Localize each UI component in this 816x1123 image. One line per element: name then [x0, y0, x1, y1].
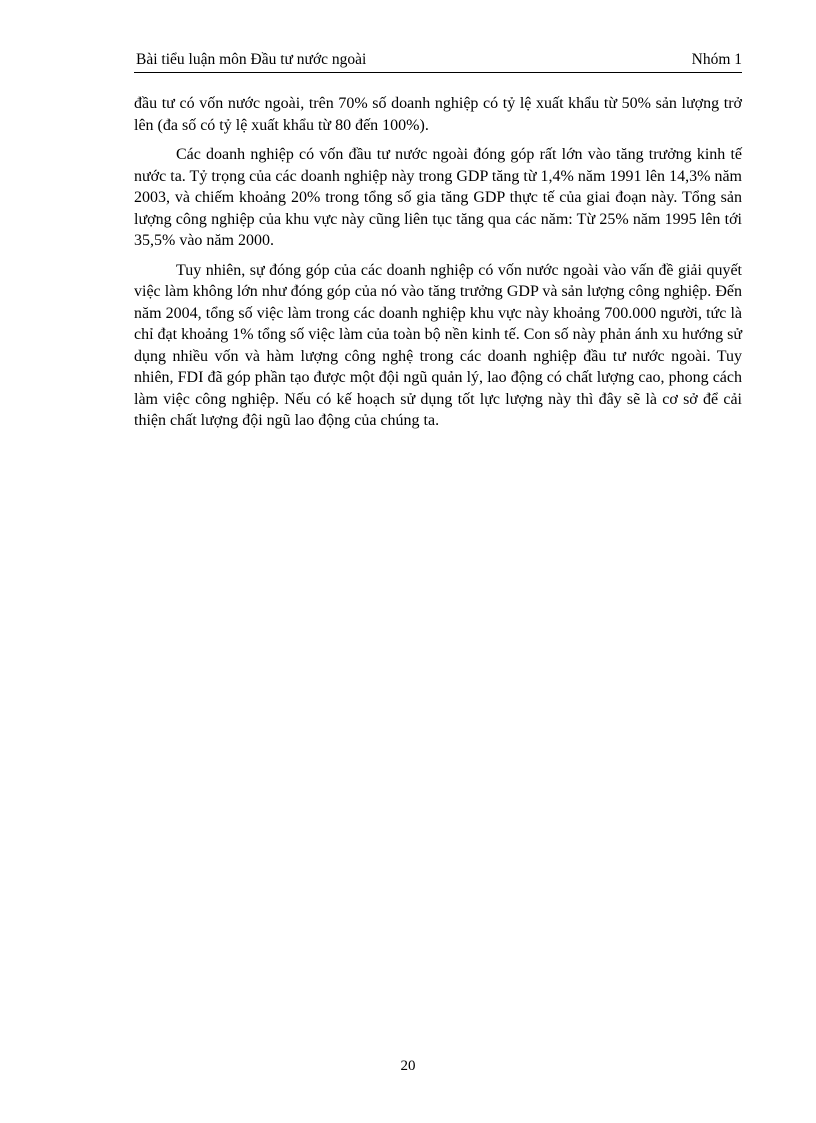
document-body — [134, 93, 742, 440]
page-header — [134, 50, 742, 73]
header-group: Nhóm 1 — [691, 51, 742, 68]
paragraph-employment: Tuy nhiên, sự đóng góp của các doanh nghiệp có vốn nước ngoài vào vấn đề giải quyết việc làm không lớn như đóng góp của nó vào tăng trưởng GDP và sản lượng công nghiệp. Đến năm 2004, tổng số việc làm trong các doanh nghiệp khu vực này khoảng 700.000 người, tức là chỉ đạt khoảng 1% tổng số việc làm của toàn bộ nền kinh tế. Con số này phản ánh xu hướng sử dụng nhiều vốn và hàm lượng công nghệ trong các doanh nghiệp đầu tư nước ngoài. Tuy nhiên, FDI đã góp phần tạo được một đội ngũ quản lý, lao động có chất lượng cao, phong cách làm việc công nghiệp. Nếu có kế hoạch sử dụng tốt lực lượng này thì đây sẽ là cơ sở để cải thiện chất lượng đội ngũ lao động của chúng ta. — [134, 261, 742, 429]
page-number: 20 — [400, 1058, 416, 1074]
paragraph-gdp-contribution: Các doanh nghiệp có vốn đầu tư nước ngoài đóng góp rất lớn vào tăng trưởng kinh tế nước ta. Tỷ trọng của các doanh nghiệp này trong GDP tăng từ 1,4% năm 1991 lên 14,3% năm 2003, và chiếm khoảng 20% trong tổng số gia tăng GDP thực tế của giai đoạn này. Tổng sản lượng công nghiệp của khu vực này cũng liên tục tăng qua các năm: Từ 25% năm 1995 lên tới 35,5% vào năm 2000. — [134, 146, 742, 249]
header-title: Bài tiểu luận môn Đầu tư nước ngoài — [136, 51, 367, 68]
paragraph-continuation: đầu tư có vốn nước ngoài, trên 70% số doanh nghiệp có tỷ lệ xuất khẩu từ 50% sản lượng trở lên (đa số có tỷ lệ xuất khẩu từ 80 đến 100%). — [134, 95, 742, 134]
